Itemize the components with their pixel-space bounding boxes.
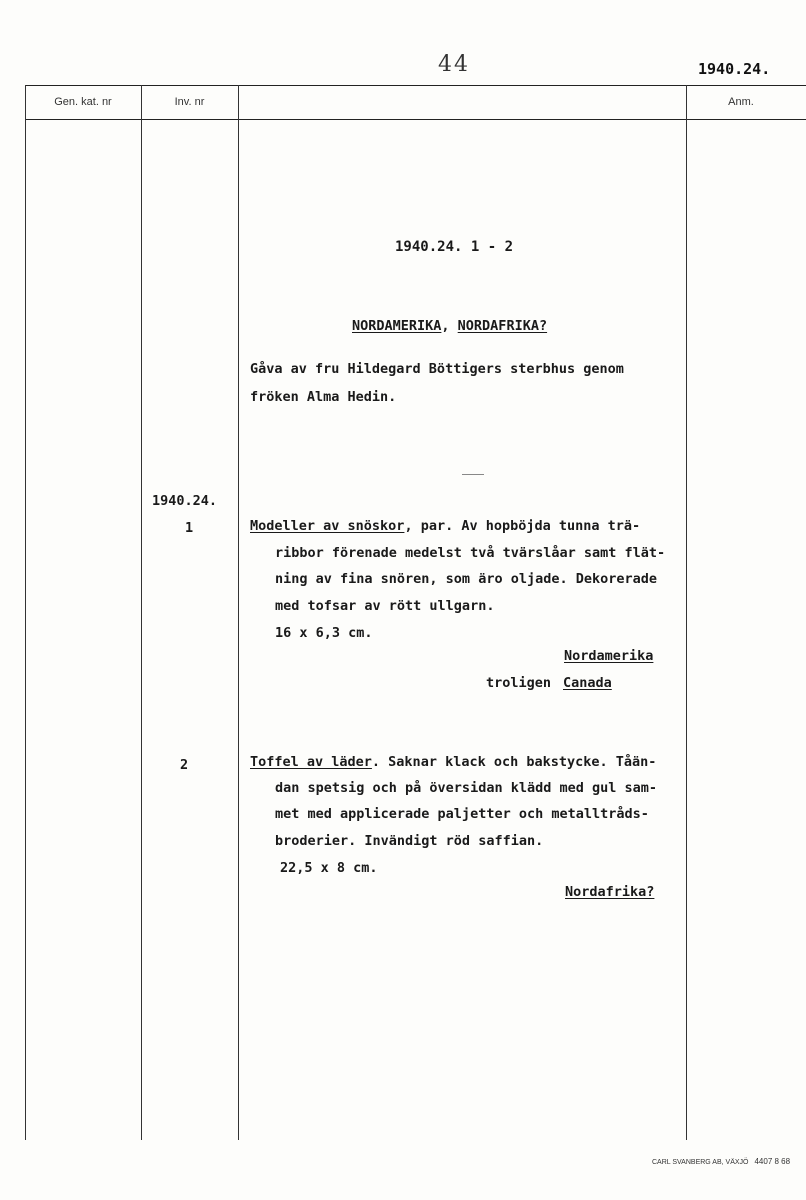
item-2-line-2: dan spetsig och på översidan klädd med gul sam- (275, 780, 658, 796)
region-nordamerika: NORDAMERIKA (352, 318, 442, 334)
item-2-line-4: broderier. Invändigt röd saffian. (275, 833, 544, 849)
item-1-line-1-rest: , par. Av hopböjda tunna trä- (404, 518, 641, 534)
region-nordafrika: NORDAFRIKA? (457, 318, 548, 334)
item-1-title: Modeller av snöskor (250, 518, 405, 534)
gift-line-2: fröken Alma Hedin. (250, 389, 397, 405)
item-1-line-3: ning av fina snören, som äro oljade. Dekorerade (275, 571, 658, 587)
item-1-line-4: med tofsar av rött ullgarn. (275, 598, 495, 614)
item-2-line-3: met med applicerade paljetter och metalltråds- (275, 806, 649, 822)
column-divider-desc-anm (686, 85, 687, 1140)
corner-reference: 1940.24. (698, 60, 771, 78)
column-header-anm: Anm. (728, 96, 754, 108)
form-code: 4407 8 68 (754, 1157, 791, 1166)
item-2-dimensions: 22,5 x 8 cm. (280, 860, 378, 876)
item-1-origin: Nordamerika (564, 648, 654, 664)
inventory-group-number: 1940.24. (152, 493, 218, 509)
column-divider-gen-inv (141, 85, 142, 1140)
item-2-title: Toffel av läder (250, 754, 372, 770)
page-number: 44 (438, 52, 470, 77)
header-top-rule (25, 85, 806, 86)
item-1-dimensions: 16 x 6,3 cm. (275, 625, 373, 641)
column-header-inv-nr: Inv. nr (174, 96, 205, 108)
printer-name: CARL SVANBERG AB, VÄXJÖ (652, 1159, 749, 1166)
entry-region (352, 318, 547, 334)
item-1-origin-qualifier: troligen (486, 675, 552, 691)
item-1-origin-canada: Canada (563, 675, 612, 691)
gift-line-1: Gåva av fru Hildegard Böttigers sterbhus genom (250, 361, 624, 377)
column-header-gen-kat-nr: Gen. kat. nr (54, 96, 112, 108)
printer-mark (652, 1157, 790, 1166)
header-bottom-rule (25, 119, 806, 120)
item-2-line-1-rest: . Saknar klack och bakstycke. Tåän- (371, 754, 657, 770)
column-divider-inv-desc (238, 85, 239, 1140)
item-1-line-1 (250, 518, 640, 534)
item-2-line-1 (250, 754, 656, 770)
region-separator: , (441, 318, 458, 334)
entry-title-number: 1940.24. 1 - 2 (395, 239, 514, 255)
item-1-number: 1 (185, 520, 194, 536)
left-border (25, 85, 26, 1140)
item-2-origin: Nordafrika? (565, 884, 655, 900)
separator-dash (462, 474, 484, 475)
item-2-number: 2 (180, 757, 189, 773)
item-1-line-2: ribbor förenade medelst två tvärslåar samt flät- (275, 545, 666, 561)
